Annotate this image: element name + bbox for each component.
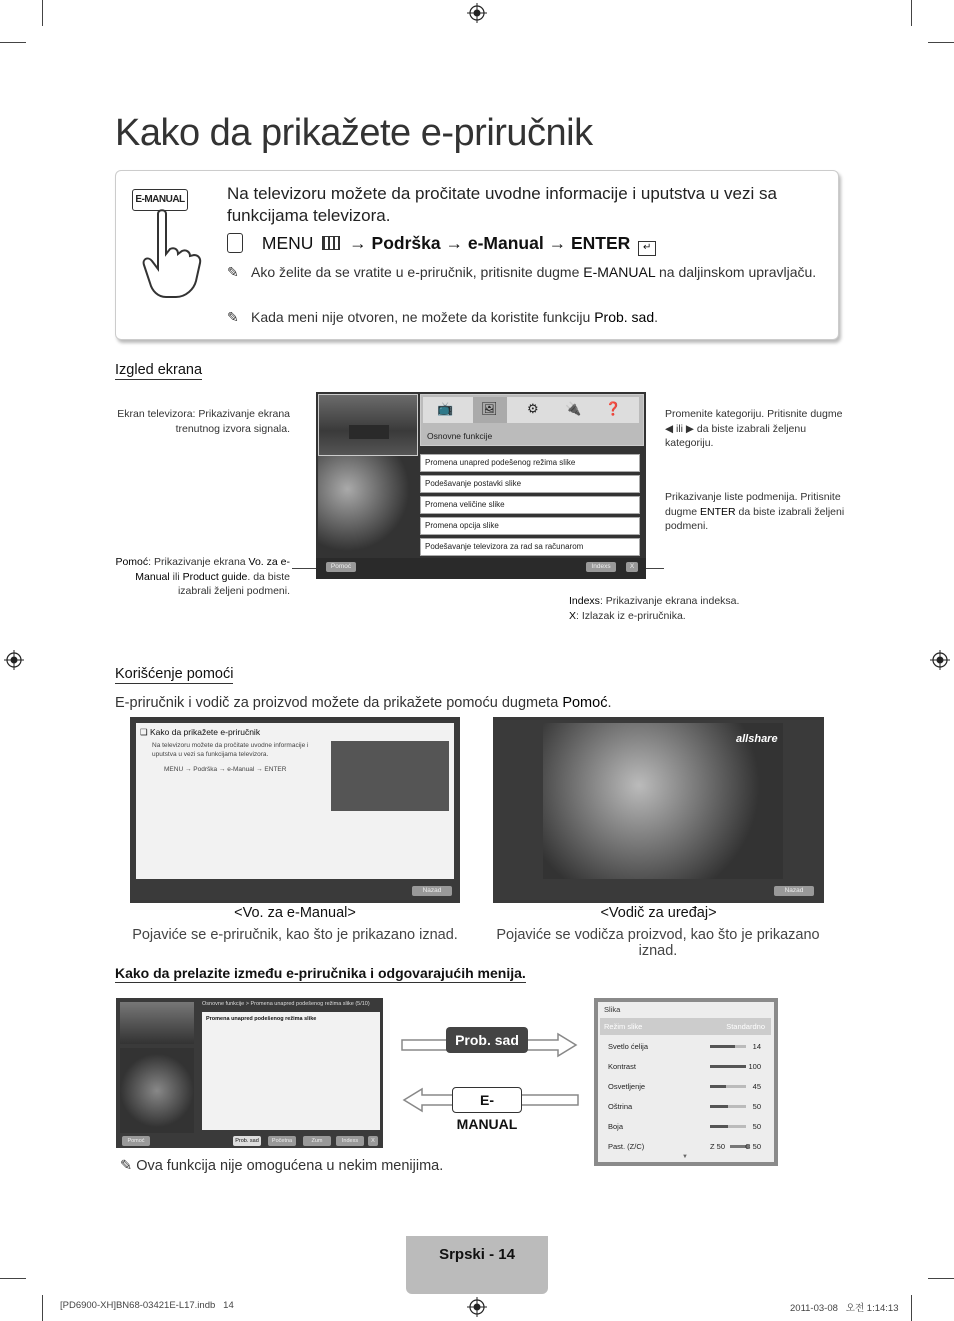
indexs-button[interactable]: Indexs	[586, 562, 616, 572]
level-bar	[710, 1125, 746, 1128]
decorative-graphic	[318, 456, 416, 566]
page-content	[202, 1012, 380, 1130]
category-label: Osnovne funkcije	[427, 431, 493, 441]
category-icons	[423, 397, 639, 423]
category-icon[interactable]: ❓	[605, 401, 622, 416]
scroll-down-icon[interactable]: ▼	[682, 1154, 688, 1160]
menu-label: MENU	[261, 233, 314, 253]
category-icon[interactable]: 🔌	[565, 401, 582, 416]
help-path: MENU → Podrška → e-Manual → ENTER	[164, 766, 287, 773]
emanual-page-screen	[116, 998, 383, 1148]
prelaz-note: ✎ Ova funkcija nije omogućena u nekim menijima.	[120, 1158, 444, 1174]
section-heading-prelaz: Kako da prelazite između e-priručnika i odgovarajućih menija.	[115, 965, 526, 981]
tv-screen-note: Ekran televizora: Prikazivanje ekrana trenutnog izvora signala.	[117, 408, 290, 435]
menu-path: MENU → Podrška → e-Manual → ENTER ↵	[227, 233, 656, 256]
menu-row[interactable]: Osvetljenje 45	[608, 1082, 761, 1091]
emanual-help-screen	[130, 717, 460, 903]
submenu-item[interactable]: Promena veličine slike	[420, 496, 640, 514]
indexs-note: Indexs: Prikazivanje ekrana indeksa. X: Izlazak iz e-priručnika.	[569, 595, 740, 622]
note-pencil-icon: ✎	[227, 309, 239, 325]
help-content	[136, 723, 454, 879]
product-guide-screen	[493, 717, 824, 903]
decorative-graphic	[120, 1048, 194, 1133]
zum-button[interactable]: Zum	[303, 1136, 331, 1146]
indexs-button[interactable]: Indexs	[336, 1136, 364, 1146]
caption-left-text: Pojaviće se e-priručnik, kao što je prikazano iznad.	[132, 927, 458, 943]
enter-icon: ↵	[638, 241, 656, 256]
caption-right-text: Pojaviće se vodičza proizvod, kao što je prikazano iznad.	[496, 927, 820, 959]
submenu-item[interactable]: Podešavanje televizora za rad sa računarom	[420, 538, 640, 556]
crop-mark	[42, 1295, 43, 1321]
menu-row[interactable]: Kontrast 100	[608, 1062, 761, 1071]
enter-label: ENTER	[570, 233, 631, 253]
callout-line	[292, 568, 316, 569]
slika-menu-title: Slika	[604, 1005, 621, 1014]
crop-mark	[911, 0, 912, 26]
prob-sad-label: Prob. sad	[446, 1027, 528, 1053]
level-bar	[710, 1065, 746, 1068]
submenu-item[interactable]: Promena opcija slike	[420, 517, 640, 535]
level-bar	[710, 1045, 746, 1048]
section-heading-koriscenje: Korišćenje pomoći	[115, 666, 234, 682]
crop-mark	[928, 1278, 954, 1279]
menu-row-past[interactable]: Past. (Z/C) Z 50 C 50	[608, 1142, 761, 1151]
pomoc-button[interactable]: Pomoć	[122, 1136, 150, 1146]
menu-row[interactable]: Oštrina 50	[608, 1102, 761, 1111]
category-icon[interactable]: 🖼	[481, 401, 498, 416]
emanual-screen	[316, 392, 646, 579]
koriscenje-text: E-priručnik i vodič za proizvod možete da prikažete pomoću dugmeta Pomoć.	[115, 695, 612, 711]
menu-row[interactable]: Boja 50	[608, 1122, 761, 1131]
registration-mark-icon	[4, 650, 24, 670]
menu-row[interactable]: Svetlo ćelija 14	[608, 1042, 761, 1051]
caption-right-title: <Vodič za uređaj>	[600, 905, 717, 921]
note-2: ✎ Kada meni nije otvoren, ne možete da koristite funkciju Prob. sad.	[227, 309, 659, 325]
help-body: Na televizoru možete da pročitate uvodne informacije i uputstva u vezi sa funkcijama televizora.	[152, 742, 309, 758]
nazad-button[interactable]: Nazad	[774, 886, 814, 896]
callout-line	[646, 568, 664, 569]
crop-mark	[0, 42, 26, 43]
hand-pressing-icon	[138, 209, 208, 299]
submenu-item[interactable]: Podešavanje postavki slike	[420, 475, 640, 493]
category-icon[interactable]: ⚙	[527, 401, 539, 416]
tv-thumbnail	[120, 1002, 194, 1044]
menu-grid-icon	[322, 236, 340, 250]
crop-mark	[0, 1278, 26, 1279]
tv-source-thumbnail	[318, 394, 418, 456]
registration-mark-icon	[467, 1297, 487, 1317]
close-button[interactable]: X	[368, 1136, 378, 1146]
info-box	[115, 170, 839, 340]
category-icon[interactable]: 📺	[437, 401, 454, 416]
pomoc-note: Pomoć: Prikazivanje ekrana Vo. za e-Manual ili Product guide. da biste izabrali željeni podmeni.	[115, 556, 290, 597]
submenu-item[interactable]: Promena unapred podešenog režima slike	[420, 454, 640, 472]
nazad-button[interactable]: Nazad	[412, 886, 452, 896]
page-number-tab	[406, 1236, 548, 1294]
note-pencil-icon: ✎	[227, 264, 239, 280]
crop-mark	[928, 42, 954, 43]
category-note: Promenite kategoriju. Pritisnite dugme ◀ ili ▶ da biste izabrali željenu kategoriju.	[665, 408, 843, 449]
help-thumbnail	[331, 741, 449, 811]
breadcrumb: Osnovne funkcije > Promena unapred podešenog režima slike (5/10)	[202, 1001, 370, 1007]
level-bar	[710, 1105, 746, 1108]
crop-mark	[911, 1295, 912, 1321]
slika-menu	[594, 998, 778, 1166]
emanual-label: E-MANUAL	[452, 1087, 522, 1113]
category-bar	[420, 394, 644, 446]
submenu-note: Prikazivanje liste podmenija. Pritisnite dugme ENTER da biste izabrali željeni podmeni.	[665, 491, 845, 532]
close-button[interactable]: X	[626, 562, 638, 572]
crop-mark	[42, 0, 43, 26]
emanual-icon: E-MANUAL	[132, 189, 188, 211]
product-graphic	[543, 723, 783, 879]
page-number: Srpski - 14	[439, 1246, 515, 1263]
submenu-list	[420, 454, 640, 559]
pomoc-button[interactable]: Pomoć	[326, 562, 356, 572]
page-title-small: Promena unapred podešenog režima slike	[206, 1016, 317, 1022]
note-pencil-icon: ✎	[120, 1158, 137, 1174]
allshare-logo: allshare	[736, 733, 778, 745]
page-title: Kako da prikažete e-priručnik	[115, 112, 593, 154]
help-title: ❑ Kako da prikažete e-priručnik	[140, 727, 261, 737]
podrska-label: Podrška	[371, 233, 441, 253]
registration-mark-icon	[930, 650, 950, 670]
intro-text: Na televizoru možete da pročitate uvodne informacije i uputstva u vezi sa funkcijama televizora.	[227, 184, 777, 225]
section-heading-izgled: Izgled ekrana	[115, 362, 203, 378]
menu-row-rezim[interactable]: Režim slike Standardno	[600, 1018, 771, 1035]
caption-left-title: <Vo. za e-Manual>	[234, 905, 356, 921]
pocetna-button[interactable]: Početna	[268, 1136, 296, 1146]
print-date: 2011-03-08 오전 1:14:13	[790, 1303, 899, 1314]
note-1: ✎ Ako želite da se vratite u e-priručnik, pritisnite dugme E-MANUAL na daljinskom upravljaču.	[227, 264, 817, 280]
registration-mark-icon	[467, 3, 487, 23]
level-bar	[710, 1085, 746, 1088]
path-icon	[227, 233, 243, 253]
prob-sad-button[interactable]: Prob. sad	[233, 1136, 261, 1146]
file-info: [PD6900-XH]BN68-03421E-L17.indb 14	[60, 1300, 234, 1311]
emanual-path-label: e-Manual	[467, 233, 544, 253]
